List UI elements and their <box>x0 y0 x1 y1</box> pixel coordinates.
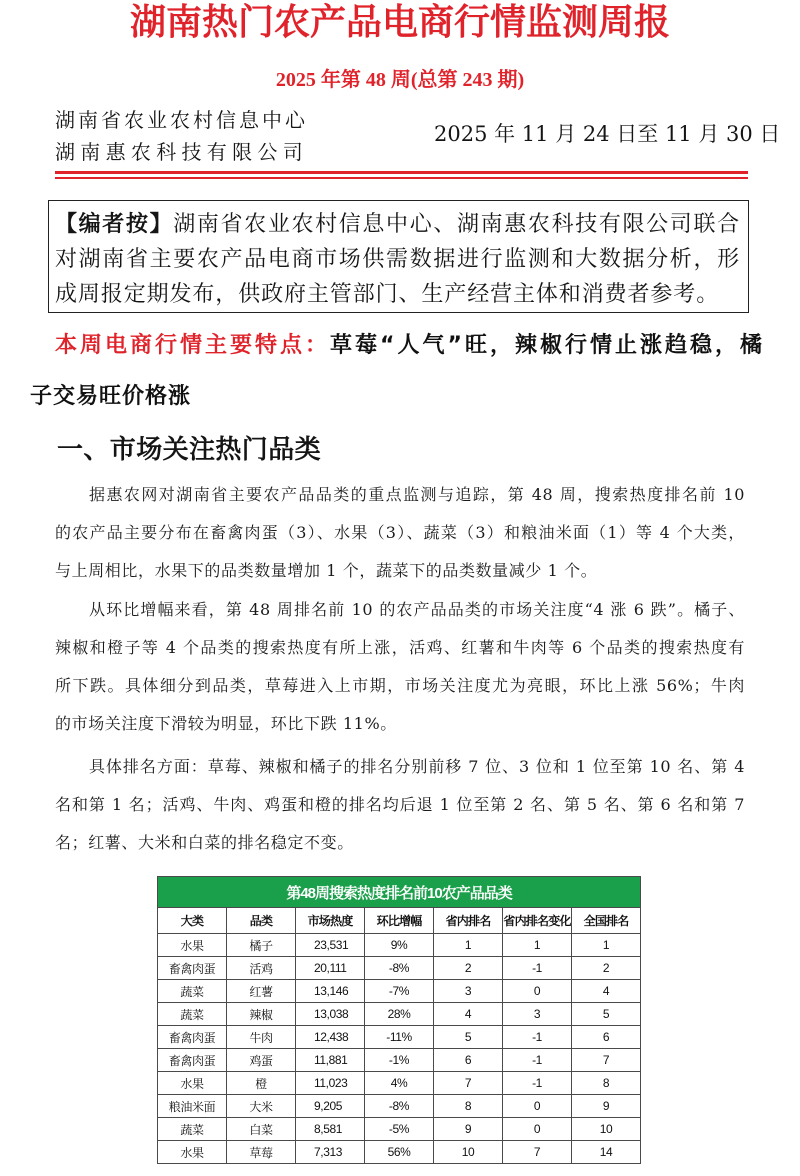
highlights-label: 本周电商行情主要特点： <box>55 333 331 358</box>
publisher-org: 湖南省农业农村信息中心 <box>55 108 308 132</box>
cell-province-rank: 5 <box>434 1026 503 1049</box>
table-row <box>158 1026 641 1049</box>
cell-product: 草莓 <box>227 1141 296 1164</box>
paragraph <box>55 591 745 743</box>
section-heading: 一、市场关注热门品类 <box>57 435 322 465</box>
cell-mom-change: -7% <box>365 980 434 1003</box>
cell-province-rank-change: -1 <box>503 1072 572 1095</box>
cell-category: 蔬菜 <box>158 1003 227 1026</box>
cell-national-rank: 14 <box>572 1141 641 1164</box>
table-header-row <box>158 908 641 934</box>
report-title: 湖南热门农产品电商行情监测周报 <box>129 2 670 42</box>
cell-mom-change: 28% <box>365 1003 434 1026</box>
cell-product: 牛肉 <box>227 1026 296 1049</box>
cell-mom-change: 9% <box>365 934 434 957</box>
cell-province-rank-change: 0 <box>503 1095 572 1118</box>
cell-mom-change: -5% <box>365 1118 434 1141</box>
cell-mom-change: -8% <box>365 957 434 980</box>
cell-province-rank: 8 <box>434 1095 503 1118</box>
cell-province-rank: 7 <box>434 1072 503 1095</box>
paragraph-line: 辣椒和橙子等 4 个品类的搜索热度有所上涨，活鸡、红薯和牛肉等 6 个品类的搜索热度有 <box>55 638 745 657</box>
cell-category: 蔬菜 <box>158 1118 227 1141</box>
paragraph-line: 具体排名方面：草莓、辣椒和橘子的排名分别前移 7 位、3 位和 1 位至第 10 名、第 4 <box>89 757 745 776</box>
cell-province-rank: 9 <box>434 1118 503 1141</box>
column-header-province-rank-change: 省内排名变化 <box>503 908 572 934</box>
cell-province-rank: 6 <box>434 1049 503 1072</box>
cell-national-rank: 5 <box>572 1003 641 1026</box>
cell-national-rank: 4 <box>572 980 641 1003</box>
cell-mom-change: -11% <box>365 1026 434 1049</box>
table-row <box>158 980 641 1003</box>
cell-category: 畜禽肉蛋 <box>158 957 227 980</box>
cell-category: 水果 <box>158 1141 227 1164</box>
paragraph <box>55 748 745 862</box>
cell-province-rank-change: 0 <box>503 980 572 1003</box>
publisher-org: 湖南惠农科技有限公司 <box>55 140 308 164</box>
header-divider-thick <box>55 171 748 174</box>
table-row <box>158 1072 641 1095</box>
highlights-line: 子交易旺价格涨 <box>30 384 192 409</box>
column-header-market-heat: 市场热度 <box>296 908 365 934</box>
cell-national-rank: 7 <box>572 1049 641 1072</box>
cell-national-rank: 10 <box>572 1118 641 1141</box>
cell-product: 活鸡 <box>227 957 296 980</box>
cell-category: 畜禽肉蛋 <box>158 1049 227 1072</box>
column-header-province-rank: 省内排名 <box>434 908 503 934</box>
paragraph-line: 据惠农网对湖南省主要农产品品类的重点监测与追踪，第 48 周，搜索热度排名前 10 <box>89 485 745 504</box>
cell-market-heat: 9,205 <box>296 1095 365 1118</box>
cell-product: 橙 <box>227 1072 296 1095</box>
highlights <box>55 332 762 360</box>
cell-product: 白菜 <box>227 1118 296 1141</box>
paragraph-line: 名和第 1 名；活鸡、牛肉、鸡蛋和橙的排名均后退 1 位至第 2 名、第 5 名、第 6 名和第 7 <box>55 795 745 814</box>
cell-province-rank-change: -1 <box>503 1049 572 1072</box>
column-header-product: 品类 <box>227 908 296 934</box>
table-title: 第48周搜索热度排名前10农产品品类 <box>158 877 641 908</box>
cell-province-rank: 4 <box>434 1003 503 1026</box>
cell-market-heat: 11,881 <box>296 1049 365 1072</box>
cell-product: 鸡蛋 <box>227 1049 296 1072</box>
cell-mom-change: 4% <box>365 1072 434 1095</box>
cell-product: 红薯 <box>227 980 296 1003</box>
cell-product: 橘子 <box>227 934 296 957</box>
column-header-category: 大类 <box>158 908 227 934</box>
editor-note-line: 对湖南省主要农产品电商市场供需数据进行监测和大数据分析，形 <box>55 247 740 272</box>
cell-market-heat: 13,038 <box>296 1003 365 1026</box>
column-header-national-rank: 全国排名 <box>572 908 641 934</box>
table-row <box>158 1049 641 1072</box>
table-row <box>158 934 641 957</box>
highlights-text: 草莓“人气”旺，辣椒行情止涨趋稳，橘 <box>330 333 762 358</box>
cell-province-rank: 3 <box>434 980 503 1003</box>
table-title-row <box>158 877 641 908</box>
paragraph-line: 与上周相比，水果下的品类数量增加 1 个，蔬菜下的品类数量减少 1 个。 <box>55 561 598 580</box>
date-range: 2025 年 11 月 24 日至 11 月 30 日 <box>434 122 781 146</box>
cell-province-rank-change: 1 <box>503 934 572 957</box>
cell-national-rank: 6 <box>572 1026 641 1049</box>
cell-category: 水果 <box>158 1072 227 1095</box>
cell-national-rank: 2 <box>572 957 641 980</box>
table-row <box>158 1003 641 1026</box>
cell-market-heat: 7,313 <box>296 1141 365 1164</box>
cell-mom-change: 56% <box>365 1141 434 1164</box>
cell-province-rank-change: 3 <box>503 1003 572 1026</box>
paragraph-line: 的市场关注度下滑较为明显，环比下跌 11%。 <box>55 714 397 733</box>
cell-national-rank: 9 <box>572 1095 641 1118</box>
paragraph-line: 的农产品主要分布在畜禽肉蛋（3）、水果（3）、蔬菜（3）和粮油米面（1）等 4 个大类， <box>55 523 745 542</box>
paragraph-line: 名；红薯、大米和白菜的排名稳定不变。 <box>55 833 354 852</box>
cell-national-rank: 1 <box>572 934 641 957</box>
header-divider-thin <box>55 177 748 179</box>
editor-note-line: 成周报定期发布，供政府主管部门、生产经营主体和消费者参考。 <box>55 282 720 307</box>
cell-mom-change: -1% <box>365 1049 434 1072</box>
table-row <box>158 1118 641 1141</box>
paragraph-line: 从环比增幅来看，第 48 周排名前 10 的农产品品类的市场关注度“4 涨 6 跌”。橘子、 <box>89 600 745 619</box>
cell-province-rank-change: -1 <box>503 1026 572 1049</box>
editor-note-box <box>48 200 749 313</box>
cell-category: 畜禽肉蛋 <box>158 1026 227 1049</box>
cell-province-rank-change: 7 <box>503 1141 572 1164</box>
table-row <box>158 1141 641 1164</box>
cell-market-heat: 23,531 <box>296 934 365 957</box>
cell-market-heat: 12,438 <box>296 1026 365 1049</box>
paragraph-line: 所下跌。具体细分到品类，草莓进入上市期，市场关注度尤为亮眼，环比上涨 56%；牛肉 <box>55 676 745 695</box>
cell-product: 辣椒 <box>227 1003 296 1026</box>
ranking-table <box>157 876 641 1164</box>
cell-category: 蔬菜 <box>158 980 227 1003</box>
cell-category: 粮油米面 <box>158 1095 227 1118</box>
issue-number: 2025 年第 48 周(总第 243 期) <box>275 69 525 91</box>
cell-province-rank: 1 <box>434 934 503 957</box>
highlights-line <box>55 332 762 360</box>
cell-province-rank: 2 <box>434 957 503 980</box>
cell-national-rank: 8 <box>572 1072 641 1095</box>
cell-market-heat: 13,146 <box>296 980 365 1003</box>
cell-province-rank: 10 <box>434 1141 503 1164</box>
cell-product: 大米 <box>227 1095 296 1118</box>
cell-market-heat: 11,023 <box>296 1072 365 1095</box>
editor-note-label: 【编者按】 <box>55 211 174 237</box>
column-header-mom-change: 环比增幅 <box>365 908 434 934</box>
table-row <box>158 957 641 980</box>
cell-category: 水果 <box>158 934 227 957</box>
editor-note-text: 湖南省农业农村信息中心、湖南惠农科技有限公司联合 <box>173 212 740 237</box>
cell-province-rank-change: -1 <box>503 957 572 980</box>
paragraph <box>55 476 745 590</box>
cell-market-heat: 20,111 <box>296 957 365 980</box>
cell-market-heat: 8,581 <box>296 1118 365 1141</box>
editor-note-line <box>55 207 740 242</box>
cell-mom-change: -8% <box>365 1095 434 1118</box>
table-row <box>158 1095 641 1118</box>
cell-province-rank-change: 0 <box>503 1118 572 1141</box>
